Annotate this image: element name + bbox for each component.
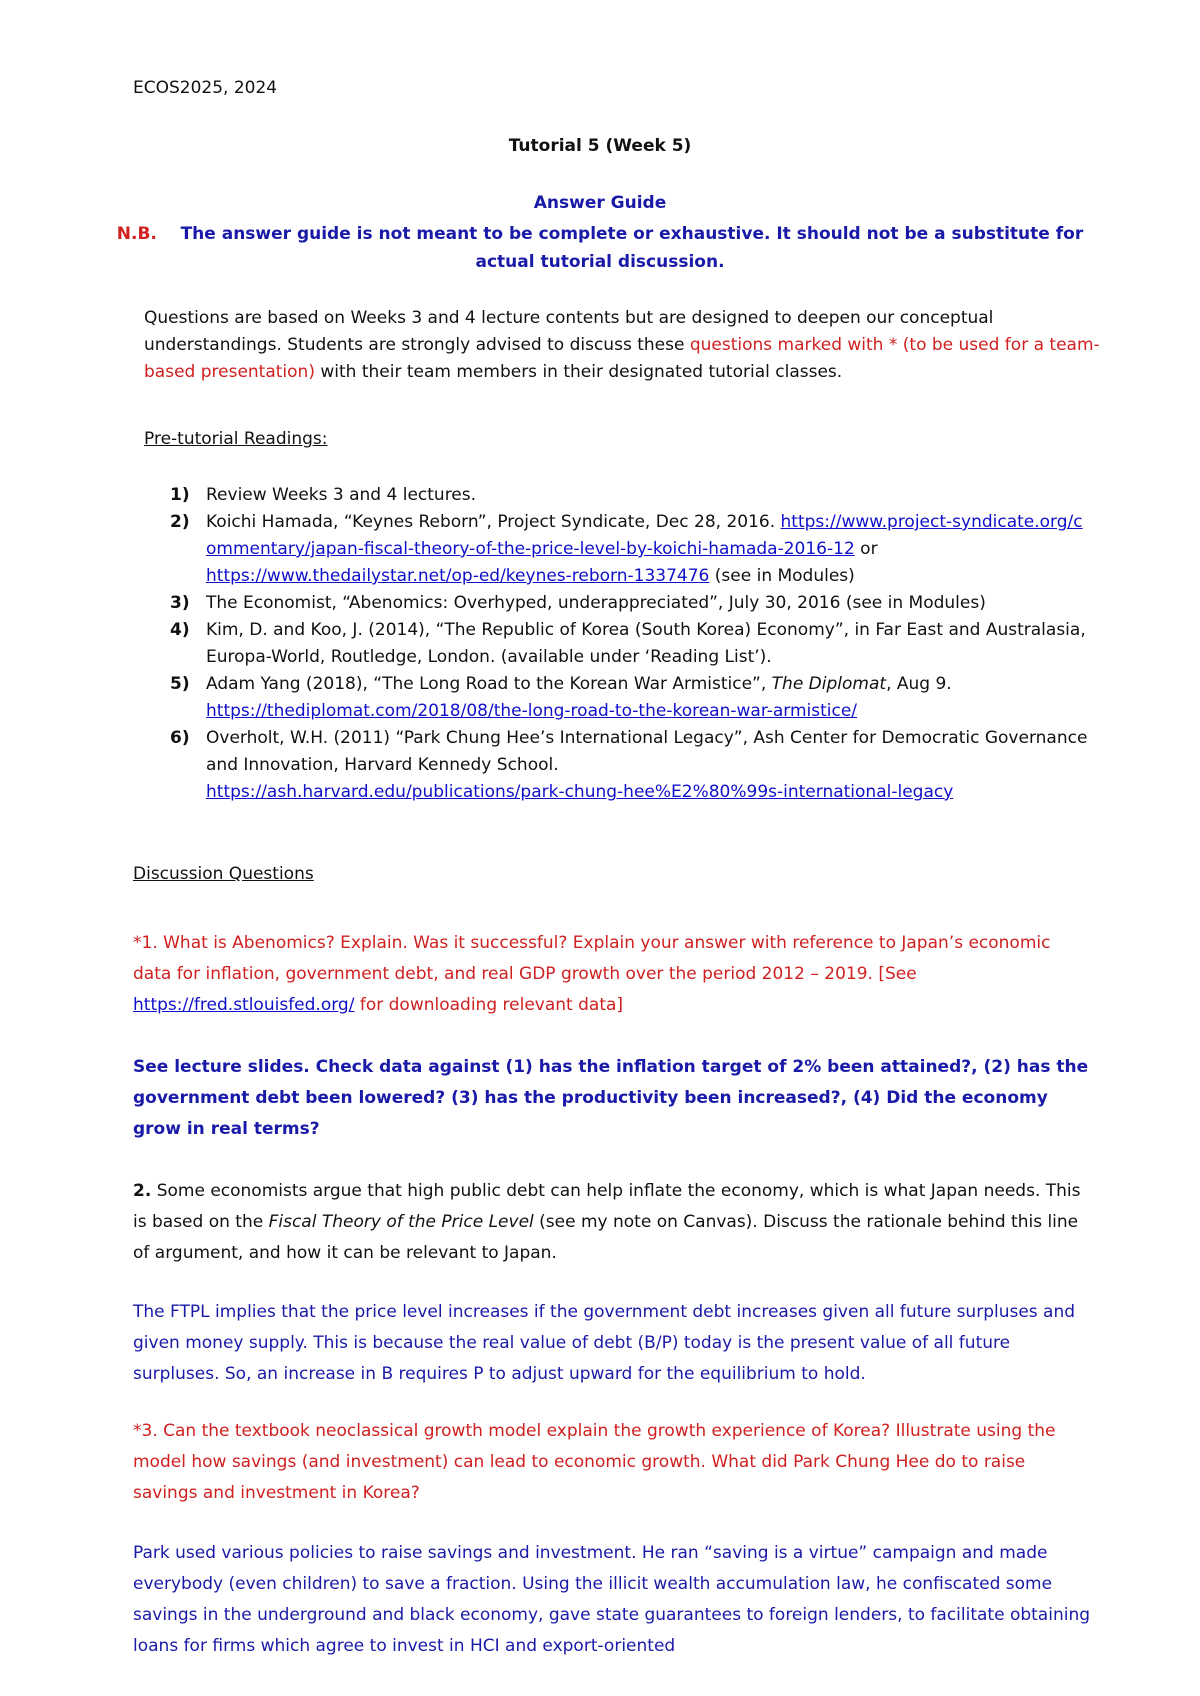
intro-highlight: questions marked with * (to be used for a team-based presentation) <box>144 335 1100 382</box>
reading-text-tail: , Aug 9. <box>886 674 952 694</box>
reading-text: Adam Yang (2018), “The Long Road to the Korean War Armistice”, <box>206 674 772 694</box>
reading-link-dailystar[interactable]: https://www.thedailystar.net/op-ed/keynes-reborn-1337476 <box>206 566 710 586</box>
nb-text-line2: actual tutorial discussion. <box>475 252 725 272</box>
intro-text-end: with their team members in their designated tutorial classes. <box>314 362 843 382</box>
reading-number: 4) <box>170 620 190 640</box>
reading-item <box>170 617 1090 671</box>
reading-link-project-syndicate[interactable]: https://www.project-syndicate.org/commentary/japan-fiscal-theory-of-the-price-level-by-koichi-hamada-2016-12 <box>206 512 1083 559</box>
fred-link[interactable]: https://fred.stlouisfed.org/ <box>133 995 355 1015</box>
course-code: ECOS2025, 2024 <box>133 78 278 98</box>
reading-item <box>170 482 1090 509</box>
reading-text: Koichi Hamada, “Keynes Reborn”, Project Syndicate, Dec 28, 2016. <box>206 512 781 532</box>
reading-link-harvard[interactable]: https://ash.harvard.edu/publications/park-chung-hee%E2%80%99s-international-legacy <box>206 782 954 802</box>
reading-number: 1) <box>170 485 190 505</box>
reading-italic-title: The Diplomat <box>771 674 887 694</box>
reading-text: The Economist, “Abenomics: Overhyped, underappreciated”, July 30, 2016 (see in Modules) <box>206 593 986 613</box>
reading-number: 6) <box>170 728 190 748</box>
answer-3: Park used various policies to raise savings and investment. He ran “saving is a virtue” campaign and made everybody (even children) to save a fraction. Using the illicit wealth accumulation law, he confiscated some savings in the underground and black economy, gave state guarantees to foreign lenders, to facilitate obtaining loans for firms which agree to invest in HCI and export-oriented <box>133 1543 1091 1656</box>
reading-number: 3) <box>170 593 190 613</box>
reading-text: Kim, D. and Koo, J. (2014), “The Republic of Korea (South Korea) Economy”, in Far East and Australasia, Europa-World, Routledge, London. (available under ‘Reading List’). <box>206 620 1086 667</box>
question-1-tail: for downloading relevant data] <box>354 995 624 1015</box>
reading-list <box>170 482 1090 806</box>
reading-text-or: or <box>854 539 878 559</box>
intro-paragraph <box>144 305 1104 386</box>
readings-heading: Pre-tutorial Readings: <box>144 429 328 449</box>
reading-text: Review Weeks 3 and 4 lectures. <box>206 485 477 505</box>
reading-text-tail: (see in Modules) <box>709 566 855 586</box>
question-2-number: 2. <box>133 1181 152 1201</box>
question-1-text: *1. What is Abenomics? Explain. Was it successful? Explain your answer with reference to Japan’s economic data for inflation, government debt, and real GDP growth over the period 2012 – 2019. [See <box>133 933 1051 984</box>
question-3: *3. Can the textbook neoclassical growth model explain the growth experience of Korea? Illustrate using the model how savings (and investment) can lead to economic growth. What did Park Chung Hee do to raise savings and investment in Korea? <box>133 1421 1056 1503</box>
discussion-heading: Discussion Questions <box>133 864 314 884</box>
answer-guide-heading: Answer Guide <box>533 193 667 213</box>
question-2 <box>133 1176 1093 1269</box>
reading-link-diplomat[interactable]: https://thediplomat.com/2018/08/the-long-road-to-the-korean-war-armistice/ <box>206 701 858 721</box>
tutorial-title: Tutorial 5 (Week 5) <box>508 136 692 156</box>
nb-text-line1: The answer guide is not meant to be complete or exhaustive. It should not be a substitute for <box>180 224 1084 244</box>
question-1 <box>133 928 1093 1021</box>
question-2-text: Some economists argue that high public debt can help inflate the economy, which is what Japan needs. This is based on the <box>133 1181 1081 1232</box>
reading-item <box>170 590 1090 617</box>
reading-text: Overholt, W.H. (2011) “Park Chung Hee’s International Legacy”, Ash Center for Democratic Governance and Innovation, Harvard Kennedy School. <box>206 728 1088 775</box>
nb-label: N.B. <box>116 224 157 244</box>
intro-text: Questions are based on Weeks 3 and 4 lecture contents but are designed to deepen our conceptual understandings. Students are strongly advised to discuss these <box>144 308 994 355</box>
answer-1: See lecture slides. Check data against (1) has the inflation target of 2% been attained?, (2) has the government debt been lowered? (3) has the productivity been increased?, (4) Did the economy grow in real terms? <box>133 1057 1089 1139</box>
reading-item <box>170 725 1090 806</box>
answer-2: The FTPL implies that the price level increases if the government debt increases given all future surpluses and given money supply. This is because the real value of debt (B/P) today is the present value of all future surpluses. So, an increase in B requires P to adjust upward for the equilibrium to hold. <box>133 1302 1076 1384</box>
nb-note <box>0 220 1200 276</box>
reading-item <box>170 671 1090 725</box>
reading-number: 2) <box>170 512 190 532</box>
reading-item <box>170 509 1090 590</box>
question-2-italic: Fiscal Theory of the Price Level <box>268 1212 534 1232</box>
question-2-text-end: (see my note on Canvas). Discuss the rationale behind this line of argument, and how it can be relevant to Japan. <box>133 1212 1079 1263</box>
reading-number: 5) <box>170 674 190 694</box>
